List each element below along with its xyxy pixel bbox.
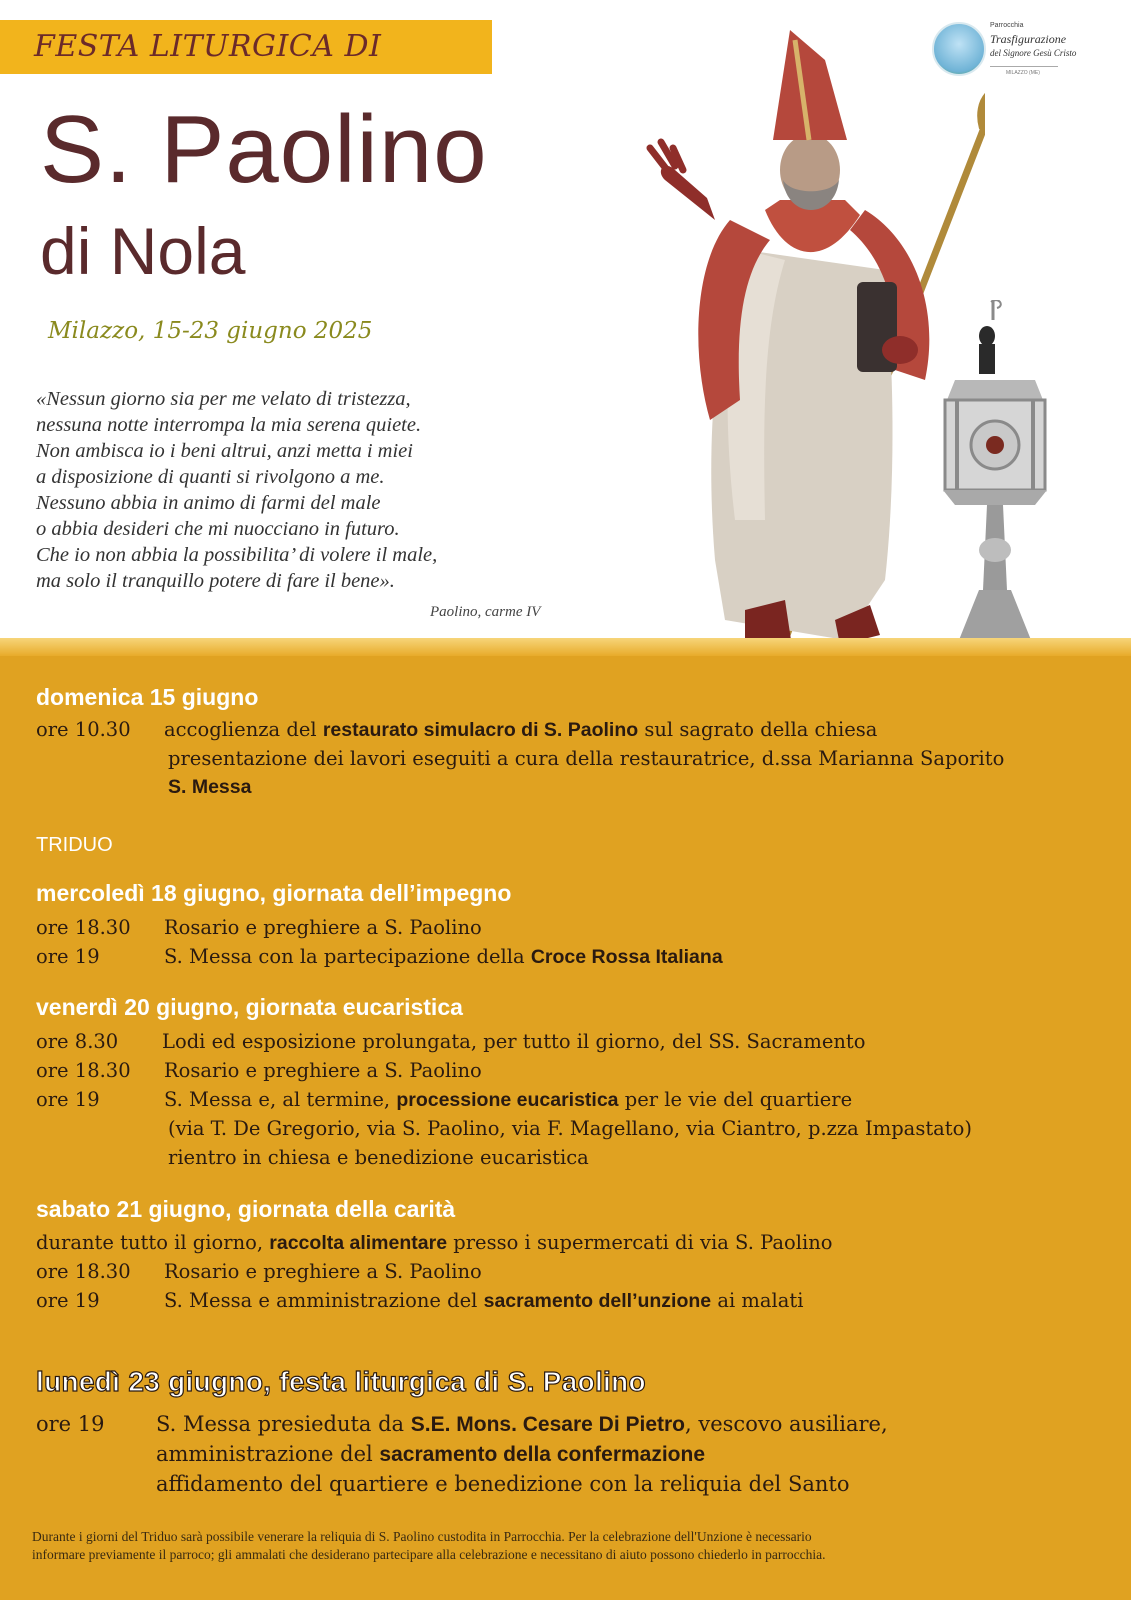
quote-source: Paolino, carme IV <box>430 604 541 620</box>
quote-line: Che io non abbia la possibilita’ di volere il male, <box>36 544 438 566</box>
schedule-row <box>36 1088 852 1112</box>
footer-note <box>32 1528 1102 1564</box>
banner-text: FESTA LITURGICA DI <box>34 29 382 64</box>
triduo-label: TRIDUO <box>36 834 113 856</box>
logo-line3: del Signore Gesù Cristo <box>990 48 1077 58</box>
schedule-row-cont: S. Messa <box>168 776 252 798</box>
footer-line: Durante i giorni del Triduo sarà possibile venerare la reliquia di S. Paolino custodita in Parrocchia. Per la celebrazione dell'Unzione è necessario <box>32 1529 812 1544</box>
text: S. Messa presieduta da <box>156 1412 411 1436</box>
time: ore 8.30 <box>36 1030 119 1053</box>
logo-line4: MILAZZO (ME) <box>1006 70 1040 76</box>
text: Rosario e preghiere a S. Paolino <box>164 1059 482 1082</box>
schedule-row <box>36 945 723 969</box>
text: , vescovo ausiliare, <box>685 1412 888 1436</box>
place-dates: Milazzo, 15-23 giugno 2025 <box>48 318 373 344</box>
logo-line1: Parrocchia <box>990 22 1024 29</box>
page-title: S. Paolino <box>40 96 488 203</box>
time: ore 19 <box>36 1412 105 1436</box>
text: amministrazione del <box>156 1442 380 1466</box>
logo-divider <box>990 66 1058 67</box>
schedule-row-cont: rientro in chiesa e benedizione eucaristica <box>168 1146 589 1169</box>
text-bold: restaurato simulacro di S. Paolino <box>322 719 639 741</box>
header-area <box>0 0 1131 638</box>
schedule-row <box>36 718 877 742</box>
quote-line: Nessuno abbia in animo di farmi del male <box>36 492 381 514</box>
text: ai malati <box>711 1289 804 1312</box>
time: ore 10.30 <box>36 718 131 741</box>
text-bold: S.E. Mons. Cesare Di Pietro <box>410 1413 686 1436</box>
quote <box>36 386 576 594</box>
schedule-row-cont: (via T. De Gregorio, via S. Paolino, via F. Magellano, via Ciantro, p.zza Impastato) <box>168 1117 972 1140</box>
text-bold: sacramento dell’unzione <box>483 1290 712 1312</box>
quote-line: ma solo il tranquillo potere di fare il bene». <box>36 570 395 592</box>
schedule-row <box>36 916 482 939</box>
schedule-row-cont <box>156 1442 705 1467</box>
schedule-row <box>36 1260 482 1283</box>
quote-line: «Nessun giorno sia per me velato di tristezza, <box>36 388 411 410</box>
footer-line: informare previamente il parroco; gli ammalati che desiderano partecipare alla celebrazione e necessitano di aiuto possono chiederlo in parrocchia. <box>32 1547 826 1562</box>
schedule-row <box>36 1289 803 1313</box>
quote-line: a disposizione di quanti si rivolgono a me. <box>36 466 385 488</box>
logo-line2: Trasfigurazione <box>990 32 1067 46</box>
time: ore 19 <box>36 945 100 968</box>
day-heading: mercoledì 18 giugno, giornata dell’impegno <box>36 880 512 906</box>
quote-line: nessuna notte interrompa la mia serena quiete. <box>36 414 422 436</box>
feast-day-heading: lunedì 23 giugno, festa liturgica di S. Paolino <box>36 1366 646 1397</box>
page-subtitle: di Nola <box>40 214 246 288</box>
text: S. Messa con la partecipazione della <box>164 945 531 968</box>
day-heading: venerdì 20 giugno, giornata eucaristica <box>36 994 463 1020</box>
day-heading: sabato 21 giugno, giornata della carità <box>36 1196 456 1222</box>
time: ore 18.30 <box>36 1260 131 1283</box>
text: Lodi ed esposizione prolungata, per tutto il giorno, del SS. Sacramento <box>162 1030 866 1053</box>
banner <box>0 20 492 74</box>
time: ore 19 <box>36 1088 100 1111</box>
text: per le vie del quartiere <box>618 1088 853 1111</box>
text: accoglienza del <box>164 718 323 741</box>
text-bold: sacramento della confermazione <box>379 1443 706 1466</box>
time: ore 18.30 <box>36 1059 131 1082</box>
text-bold: raccolta alimentare <box>269 1232 448 1254</box>
text: sul sagrato della chiesa <box>638 718 878 741</box>
divider-strip <box>0 638 1131 656</box>
day-heading: domenica 15 giugno <box>36 684 259 710</box>
text: Rosario e preghiere a S. Paolino <box>164 916 482 939</box>
text: durante tutto il giorno, <box>36 1231 270 1254</box>
quote-line: Non ambisca io i beni altrui, anzi metta i miei <box>36 440 413 462</box>
text: S. Messa e amministrazione del <box>164 1289 484 1312</box>
time: ore 19 <box>36 1289 100 1312</box>
quote-line: o abbia desideri che mi nuocciano in futuro. <box>36 518 400 540</box>
saint-statue-image <box>595 20 985 656</box>
schedule-row <box>36 1030 866 1053</box>
schedule-row-cont: presentazione dei lavori eseguiti a cura della restauratrice, d.ssa Marianna Saporito <box>168 747 1005 770</box>
schedule-row-cont: affidamento del quartiere e benedizione con la reliquia del Santo <box>156 1472 850 1496</box>
text: Rosario e preghiere a S. Paolino <box>164 1260 482 1283</box>
text: presso i supermercati di via S. Paolino <box>447 1231 833 1254</box>
schedule-row <box>36 1059 482 1082</box>
text-bold: processione eucaristica <box>396 1089 619 1111</box>
schedule-row <box>36 1412 888 1437</box>
reliquary-image <box>935 300 1055 656</box>
text: S. Messa e, al termine, <box>164 1088 397 1111</box>
text-bold: Croce Rossa Italiana <box>530 946 723 968</box>
time: ore 18.30 <box>36 916 131 939</box>
schedule-row <box>36 1231 833 1255</box>
